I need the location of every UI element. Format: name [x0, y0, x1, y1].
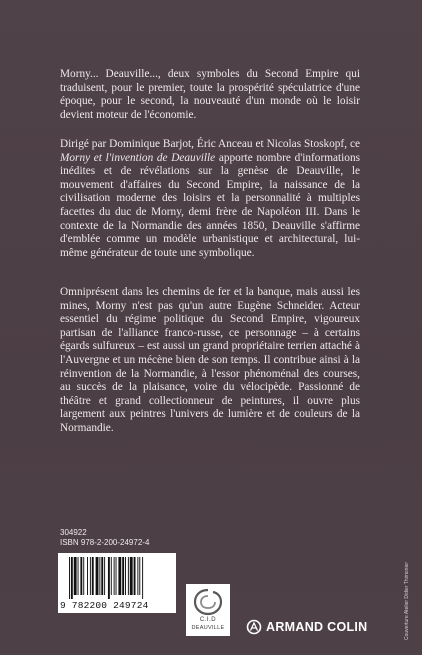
cid-deauville-logo — [186, 584, 230, 636]
paragraph-intro: Dirigé par Dominique Barjot, Éric Anceau et Nicolas Stoskopf, ce — [60, 138, 360, 150]
book-title-italic: Morny et l'invention de Deauville — [60, 151, 216, 164]
barcode — [58, 553, 176, 613]
barcode-digits: 9 782200 249724 — [60, 600, 149, 611]
paragraph-text — [60, 138, 360, 260]
cid-logo-line2: DEAUVILLE — [191, 625, 225, 631]
armand-colin-mark-icon — [246, 619, 262, 635]
paragraph-text: Omniprésent dans les chemins de fer et la banque, mais aussi les mines, Morny n'est pas qu'un autre Eugène Schneider. Acteur essentiel du régime politique du Second Empire, vigoureux partisan de l'alliance franco-russe, ce personnage – à certains égards sulfureux – est aussi un grand propriétaire terrien attaché à l'Auvergne et un mécène bien de son temps. Il contribue ainsi à la réinvention de la Normandie, à l'essor phénoménal des courses, au succès de la plaisance, voire du vélocipède. Passionné de théâtre et grand collectionneur de peintures, il ouvre plus largement aux peintres l'univers de lumière et de couleurs de la Normandie. — [60, 286, 360, 434]
blurb-paragraph-3 — [60, 286, 360, 436]
blurb-paragraph-1 — [60, 68, 360, 122]
catalog-codes — [60, 528, 149, 548]
paragraph-rest: apporte nombre d'informations inédites et de révélations sur la genèse de Deauville, le mouvement d'affaires du Second Empire, la naissance de la civilisation moderne des loisirs et la personnalité à multiples facettes du duc de Morny, demi frère de Napoléon III. Dans le contexte de la Normandie des années 1850, Deauville s'affirme d'emblée comme un modèle urbanistique et architectural, lui-même générateur de toute une symbolique. — [60, 151, 360, 259]
paragraph-text: Morny... Deauville..., deux symboles du Second Empire qui traduisent, pour le premier, toute la prospérité spéculatrice d'une époque, pour le second, la nouveauté d'un monde où le loisir devient moteur de l'économie. — [60, 68, 360, 121]
cover-credit: Couverture Atelier Didier Thimonier — [404, 562, 410, 640]
cid-logo-line1: C.I.D — [199, 617, 217, 623]
reference-number: 304922 — [60, 528, 87, 537]
barcode-bars-icon — [67, 557, 167, 599]
cid-swirl-icon — [192, 587, 224, 617]
isbn-number: ISBN 978-2-200-24972-4 — [60, 538, 150, 547]
publisher-logo — [246, 619, 368, 635]
blurb-paragraph-2 — [60, 138, 360, 260]
publisher-name: ARMAND COLIN — [266, 620, 368, 634]
